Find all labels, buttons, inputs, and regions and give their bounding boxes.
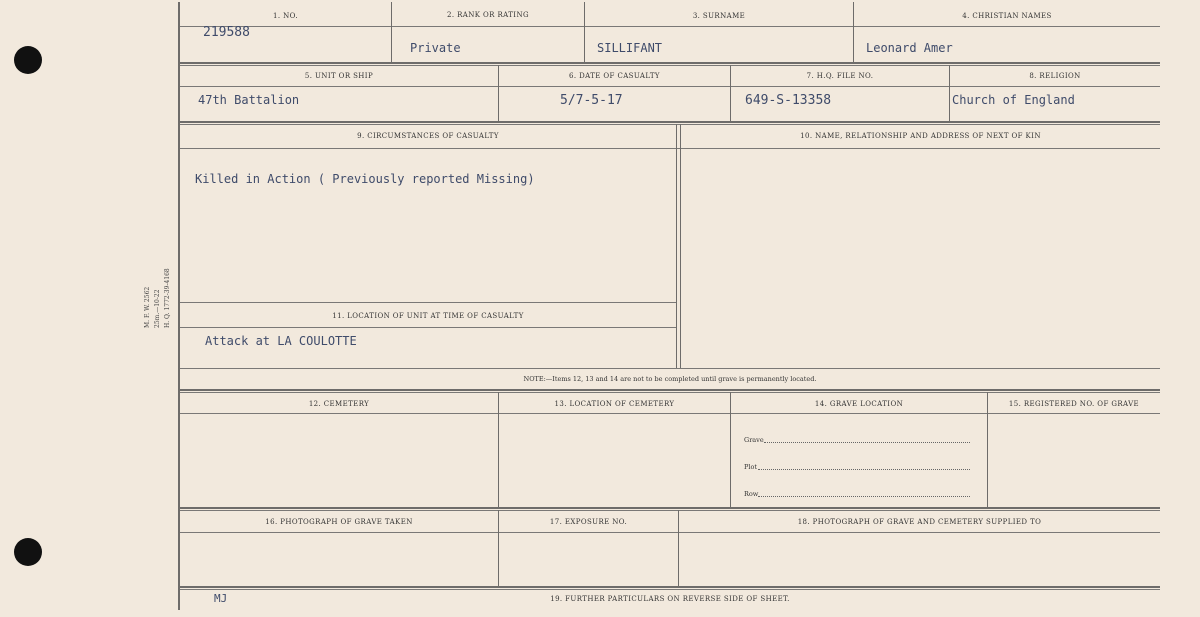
header-next-of-kin: 10. NAME, RELATIONSHIP AND ADDRESS OF NEXT OF KIN (800, 132, 1041, 140)
header-no: 1. NO. (273, 12, 298, 20)
initials: MJ (214, 592, 228, 605)
header-registered-no: 15. REGISTERED NO. OF GRAVE (1008, 400, 1140, 408)
row2-top-line (180, 65, 1160, 66)
row4-header-line (180, 413, 1160, 414)
location-top-line (180, 302, 676, 303)
row3-divider-left (676, 124, 677, 368)
value-location-unit: Attack at LA COULOTTE (205, 334, 357, 348)
header-location-unit: 11. LOCATION OF UNIT AT TIME OF CASUALTY (332, 312, 524, 320)
row-dotted-line (758, 496, 970, 497)
header-surname: 3. SURNAME (692, 12, 746, 20)
row1-divider-3 (853, 2, 854, 62)
header-religion: 8. RELIGION (1029, 72, 1081, 80)
value-no: 219588 (203, 25, 250, 40)
header-further-particulars: 19. FURTHER PARTICULARS ON REVERSE SIDE OF SHEET. (550, 595, 790, 603)
plot-dotted-line (758, 469, 970, 470)
row-label: Row (744, 490, 759, 498)
note-text: NOTE:—Items 12, 13 and 14 are not to be completed until grave is permanently located. (523, 375, 817, 383)
row2-header-line (180, 86, 1160, 87)
row4-bottom-line (180, 507, 1160, 509)
punch-hole-bottom (14, 538, 42, 566)
header-cemetery: 12. CEMETERY (308, 400, 370, 408)
header-christian-names: 4. CHRISTIAN NAMES (962, 12, 1052, 20)
header-location-cemetery: 13. LOCATION OF CEMETERY (554, 400, 675, 408)
row3-top-line (180, 124, 1160, 125)
row1-divider-2 (584, 2, 585, 62)
row4-divider-1 (498, 392, 499, 507)
value-surname: SILLIFANT (597, 41, 663, 55)
row3-header-line (180, 148, 1160, 149)
side-form-number-2: 25m.—10-22 (154, 289, 161, 328)
value-circumstances: Killed in Action ( Previously reported Missing) (195, 172, 535, 186)
note-top-line (180, 368, 1160, 369)
value-rank: Private (410, 41, 461, 55)
value-christian-names: Leonard Amer (866, 41, 953, 55)
row3-divider-right (680, 124, 681, 368)
plot-label: Plot (744, 463, 757, 471)
value-date: 5/7-5-17 (560, 93, 623, 108)
side-form-number-3: H. Q. 1772-39-4168 (164, 268, 171, 328)
header-unit: 5. UNIT OR SHIP (304, 72, 374, 80)
note-bottom-line (180, 389, 1160, 391)
footer-top-line (180, 589, 1160, 590)
row1-header-line (180, 26, 1160, 27)
row1-bottom-line (180, 62, 1160, 64)
row4-top-line (180, 392, 1160, 393)
value-unit: 47th Battalion (198, 93, 300, 107)
header-exposure: 17. EXPOSURE NO. (549, 518, 628, 526)
row5-bottom-line (180, 586, 1160, 588)
row5-header-line (180, 532, 1160, 533)
header-photo-taken: 16. PHOTOGRAPH OF GRAVE TAKEN (265, 518, 413, 526)
header-rank: 2. RANK OR RATING (447, 11, 529, 19)
value-hq-file: 649-S-13358 (745, 93, 832, 108)
row5-top-line (180, 510, 1160, 511)
header-hq-file: 7. H.Q. FILE NO. (806, 72, 874, 80)
grave-dotted-line (764, 442, 970, 443)
grave-label: Grave (744, 436, 764, 444)
side-form-number-1: M. F. W. 2562 (144, 286, 151, 328)
punch-hole-top (14, 46, 42, 74)
row4-divider-2 (730, 392, 731, 507)
header-circumstances: 9. CIRCUMSTANCES OF CASUALTY (357, 132, 499, 140)
header-date: 6. DATE OF CASUALTY (569, 72, 660, 80)
value-religion: Church of England (952, 93, 1075, 107)
header-grave-location: 14. GRAVE LOCATION (814, 400, 904, 408)
location-header-line (180, 327, 676, 328)
header-photo-supplied: 18. PHOTOGRAPH OF GRAVE AND CEMETERY SUPPLIED TO (797, 518, 1042, 526)
row4-divider-3 (987, 392, 988, 507)
row2-bottom-line (180, 121, 1160, 123)
